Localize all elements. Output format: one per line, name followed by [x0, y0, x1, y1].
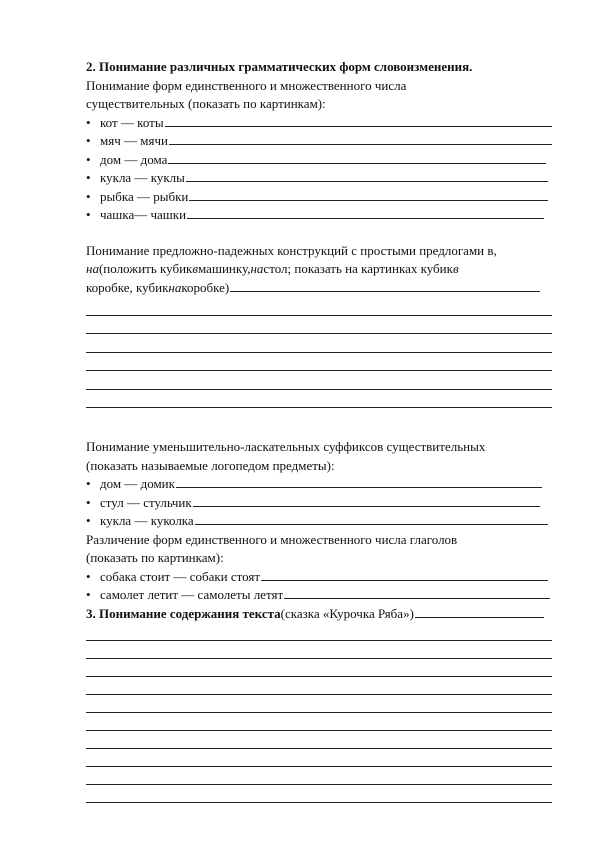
prep-text: коробке, кубик: [86, 279, 169, 295]
plural-item-label: кот — коты: [100, 114, 164, 130]
bullet-icon: •: [86, 207, 91, 222]
verb-item-label: собака стоит — собаки стоят: [100, 568, 261, 584]
plural-item[interactable]: [86, 169, 552, 188]
prep-text: коробке): [181, 279, 230, 295]
worksheet-content: [86, 58, 552, 803]
answer-line[interactable]: [230, 279, 540, 292]
verb-intro-1: [86, 531, 552, 550]
answer-line[interactable]: [169, 132, 552, 145]
plural-item[interactable]: [86, 206, 552, 225]
verb-intro-line1: Различение форм единственного и множественного числа глаголов: [86, 531, 458, 547]
bullet-icon: •: [86, 170, 91, 185]
prep-text: стол; показать на картинках кубик: [263, 261, 453, 276]
preposition-na: на: [86, 261, 99, 276]
section-3-heading-rest: (сказка «Курочка Ряба»): [280, 605, 414, 621]
answer-line[interactable]: [186, 169, 548, 182]
answer-line[interactable]: [415, 605, 544, 618]
answer-line[interactable]: [86, 713, 552, 731]
plural-item[interactable]: [86, 188, 552, 207]
verb-item[interactable]: [86, 586, 552, 605]
bullet-icon: •: [86, 188, 91, 204]
section-2-heading: [86, 58, 552, 77]
bullet-icon: •: [86, 476, 91, 491]
bullet-icon: •: [86, 568, 91, 584]
answer-line[interactable]: [86, 316, 552, 335]
answer-line[interactable]: [86, 623, 552, 641]
section-2-heading-text: 2. Понимание различных грамматических форм словоизменения.: [86, 59, 473, 74]
answer-line[interactable]: [86, 785, 552, 803]
bullet-icon: •: [86, 114, 91, 130]
dim-intro-2: [86, 457, 552, 476]
answer-line[interactable]: [86, 353, 552, 372]
plural-intro-2: [86, 95, 552, 114]
dim-item-label: дом — домик: [100, 476, 175, 491]
answer-line[interactable]: [86, 371, 552, 390]
answer-line[interactable]: [86, 390, 552, 409]
plural-item-label: кукла — куклы: [100, 170, 185, 185]
plural-item[interactable]: [86, 114, 552, 133]
bullet-icon: •: [86, 513, 91, 528]
plural-item-label: мяч — мячи: [100, 133, 168, 148]
plural-intro: [86, 77, 552, 96]
verb-item-label: самолет летит — самолеты летят: [100, 587, 284, 602]
dim-item[interactable]: [86, 475, 552, 494]
answer-line[interactable]: [261, 568, 548, 581]
section-3-heading[interactable]: [86, 605, 552, 624]
plural-intro-line1: Понимание форм единственного и множественного числа: [86, 77, 407, 93]
answer-line[interactable]: [176, 475, 542, 488]
story-answer-lines: [86, 623, 552, 803]
answer-line[interactable]: [86, 641, 552, 659]
dim-intro-1: [86, 438, 552, 457]
verb-item[interactable]: [86, 568, 552, 587]
answer-line[interactable]: [86, 297, 552, 316]
bullet-icon: •: [86, 587, 91, 602]
bullet-icon: •: [86, 151, 91, 167]
bullet-icon: •: [86, 494, 91, 510]
answer-line[interactable]: [168, 151, 546, 164]
answer-line[interactable]: [86, 731, 552, 749]
dim-item[interactable]: [86, 512, 552, 531]
answer-line[interactable]: [284, 586, 550, 599]
preposition-na: на: [168, 279, 182, 295]
answer-line[interactable]: [86, 695, 552, 713]
plural-item[interactable]: [86, 132, 552, 151]
answer-line[interactable]: [193, 494, 540, 507]
answer-line[interactable]: [86, 677, 552, 695]
plural-item[interactable]: [86, 151, 552, 170]
verb-intro-line2: (показать по картинкам):: [86, 550, 224, 565]
dim-intro-line2: (показать называемые логопедом предметы):: [86, 457, 335, 473]
dim-item[interactable]: [86, 494, 552, 513]
prep-text: (положить кубик: [98, 261, 193, 276]
plural-item-label: чашка— чашки: [100, 207, 187, 222]
prep-text: машинку,: [198, 261, 251, 276]
prep-intro-2: [86, 260, 552, 279]
preposition-v: в: [452, 261, 459, 276]
answer-line[interactable]: [86, 659, 552, 677]
plural-item-label: дом — дома: [100, 151, 168, 167]
answer-line[interactable]: [86, 767, 552, 785]
answer-line[interactable]: [195, 512, 548, 525]
dim-item-label: кукла — куколка: [100, 513, 194, 528]
section-3-heading-text: 3. Понимание содержания текста: [86, 605, 281, 621]
answer-line[interactable]: [86, 749, 552, 767]
dim-item-label: стул — стульчик: [100, 494, 192, 510]
answer-line[interactable]: [187, 206, 544, 219]
plural-intro-line2: существительных (показать по картинкам):: [86, 96, 326, 111]
prep-intro-1: [86, 242, 552, 261]
prep-intro-3[interactable]: [86, 279, 552, 298]
preposition-na: на: [250, 261, 264, 276]
bullet-icon: •: [86, 133, 91, 148]
verb-intro-2: [86, 549, 552, 568]
answer-line[interactable]: [189, 188, 548, 201]
answer-line[interactable]: [86, 334, 552, 353]
preposition-v: в: [192, 261, 199, 276]
answer-line[interactable]: [165, 114, 552, 127]
plural-item-label: рыбка — рыбки: [100, 188, 189, 204]
prep-intro-line1: Понимание предложно-падежных конструкций с простыми предлогами в,: [86, 242, 497, 258]
dim-intro-line1: Понимание уменьшительно-ласкательных суффиксов существительных: [86, 439, 486, 454]
